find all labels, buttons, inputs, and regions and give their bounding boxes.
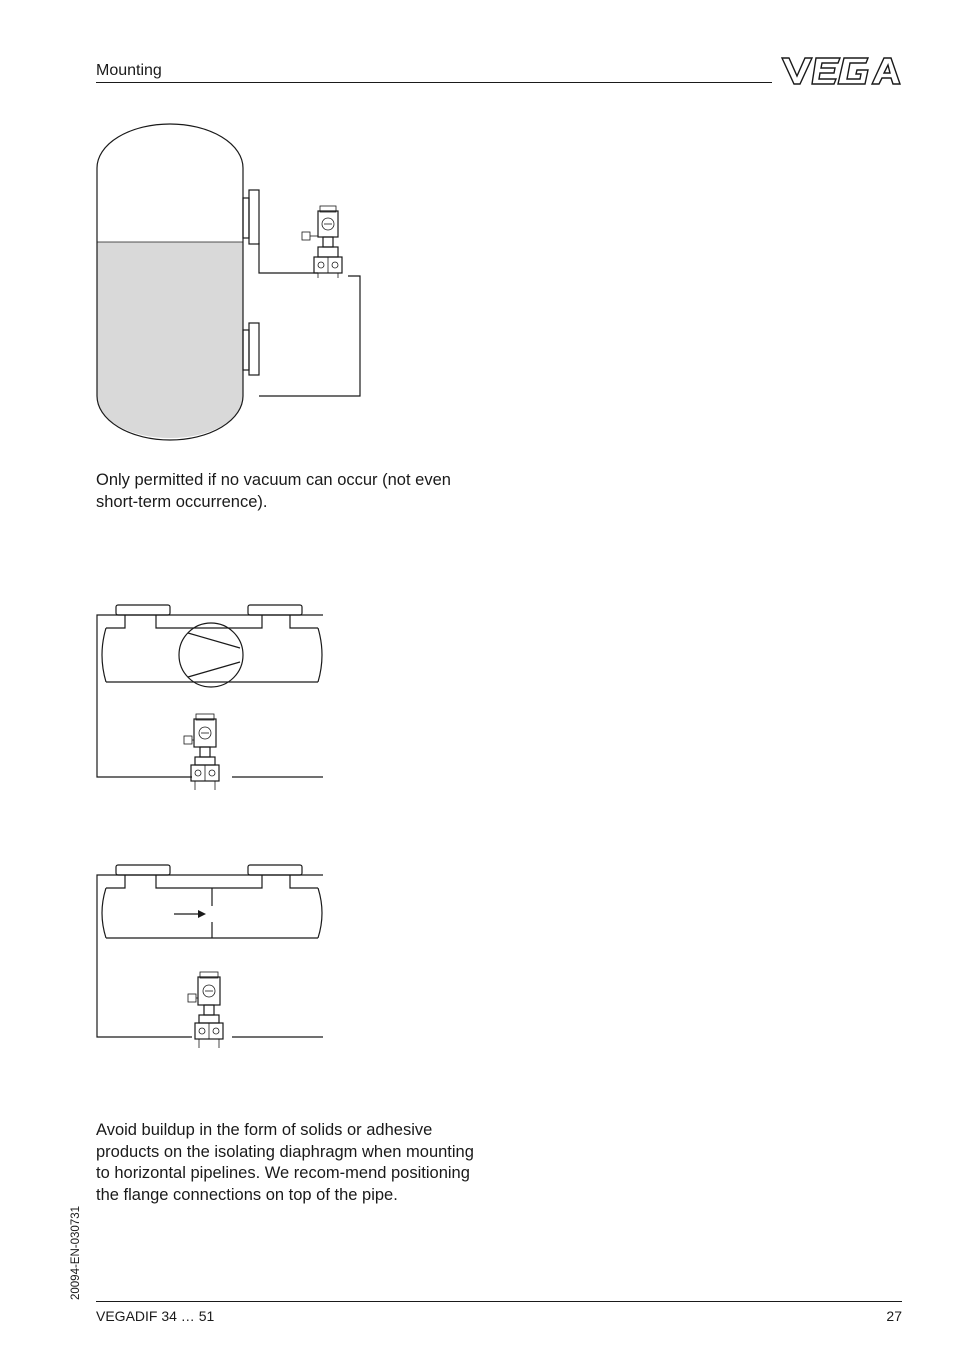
pump-pipeline-diagram bbox=[90, 598, 330, 798]
footer-product-name: VEGADIF 34 … 51 bbox=[96, 1308, 215, 1324]
transmitter-icon bbox=[302, 206, 342, 278]
orifice-pipeline-diagram bbox=[90, 858, 330, 1058]
footer-rule bbox=[96, 1301, 902, 1302]
tank-liquid bbox=[97, 242, 243, 438]
page-section-title: Mounting bbox=[96, 62, 162, 79]
vega-logo bbox=[780, 50, 902, 90]
paragraph-buildup-note: Avoid buildup in the form of solids or adhesive products on the isolating diaphragm when mounting to horizontal pipelines. We recom-mend positioning the flange connections on top of the pipe. bbox=[96, 1121, 474, 1204]
header-rule bbox=[96, 82, 772, 83]
flow-arrow-icon bbox=[198, 910, 206, 918]
page-number: 27 bbox=[886, 1308, 902, 1324]
paragraph-vacuum-note: Only permitted if no vacuum can occur (not even short-term occurrence). bbox=[96, 471, 451, 511]
tank-diagram bbox=[90, 118, 390, 448]
document-code: 20094-EN-030731 bbox=[70, 1206, 82, 1300]
transmitter-icon bbox=[188, 972, 223, 1048]
transmitter-icon bbox=[184, 714, 219, 790]
